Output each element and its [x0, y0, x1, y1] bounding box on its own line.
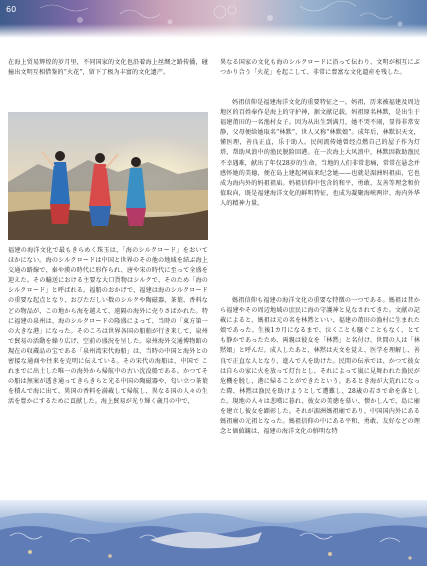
- right-body-text-ja: 媽祖信仰も福建の海洋文化の重要な特徴の一つである。媽祖は昔から福建やその周辺地域の庶民に海の守護神と見なされてきた。文献の記載によると、媽祖は元の名を林黙といい、福建の莆田の漁村に生まれた娘であった。生後1カ月になるまで、泣くことも騒ぐこともなく、とても静かであったため、両親は彼女を「林黙」と名付け、世間の人は「林黙娘」と呼んだ。成人したあと、林黙は天文を覚え、医学を理解し、善良で正直な人となり、進んで人を助けた。民間の伝承では、かつて彼女は自らの家に火を放って灯台とし、それによって嵐に見舞われた漁民が危機を脱し、港に帰ることができたという。あるとき海が大荒れになった際、林黙は漁民を助けようとして遭難し、28歳の若さで命を落とした。現地の人々は悲嘆に暮れ、彼女の美徳を慕い、懐かしんで、島に廟を建立し彼女を顕彰した。それが湄洲媽祖廟であり、中国国内外にある媽祖廟の元祖となった。媽祖信仰の中にある平和、勇敢、友好などの理念と価値観は、福建の海洋文化の鮮明な特: [220, 297, 420, 436]
- right-body-text-zh: 妈祖信仰是福建海洋文化的重要特征之一。妈祖，历来被福建及周边地区的百姓奉作是海上的守护神，据文献记载，妈祖原名林默，是出生于福建莆田的一名渔村女子。因为从出生到满月，她不哭不闹，显得非常安静，父母便给她取名“林默”，世人又称“林默娘”。成年后，林默识天文，懂医理，善良正直，乐于助人。民间流传她曾经点燃自己的屋子作为灯塔，帮助风浪中的渔民脱险回港。在一次海上大风浪中，林默因救助渔民不幸遇难，献出了年仅28岁的生命。当地的人们非常悲痛，常常在悬念并感怀她的美德，便在岛上建起祠庙来纪念她——也就是湄洲妈祖庙，它也成为海内外的妈祖祖庙。妈祖信仰中包含的和平、勇敢、友善等理念和价值取向，既是福建海洋文化的鲜明特征，也成为凝聚海峡两岸、海内外华人的精神力量。: [220, 99, 420, 207]
- right-intro-text-ja: 異なる国家の文化も海のシルクロードに沿って伝わり、文明が相互にぶつかり合う「火花」を起こして、非常に豊富な文化遺産を残した。: [220, 59, 420, 77]
- beach-dancers-image: [8, 112, 208, 240]
- left-body-text-ja: 福建の海洋文化で最もきらめく珠玉は、「海のシルクロード」をおいてほかにない。海のシルクロードは中国と世界のその他の地域を結ぶ海上交通の路線で、秦や漢の時代に形作られ、唐や宋の時代に至って全盛を迎えた。その輸送における主要な大口貨物はシルクで、そのため「海のシルクロード」と呼ばれる。福船のおかげで、福建は海のシルクロードの重要な起点となり、おびただしい数のシルクや陶磁器、茶葉、香料などの物品が、この地から海を越えて、遠隔の海外に売りさばかれた。特に福建の泉州は、海のシルクロードの隆盛によって、当時の「東方第一の大きな港」になった。そのころは世界各国の船舶が行き来して、泉州で貿易の活動を繰り広げ、空前の盛況を呈した。泉州海外交通博物館の現在の収蔵品の宝である「泉州湾宋代海船」は、当時の中国と海外との密接な通商や往来を克明に伝えている。その宋代の海船は、中国で これまでに出土した唯一の海外から帰航中の古い沈没船である。かつてその船は無案が透き通ってきらきらと光る中国の陶磁器や、匂い立つ茶葉を積んで海に出て、異国の香料を満載して帰航し、異なる国の人々の生活を豊かにするために貢献した。海上貿易が光り輝く歳月の中で、: [8, 247, 208, 406]
- footer-decorative-band: [0, 500, 427, 566]
- wave-illustration: [0, 500, 427, 566]
- left-intro-text-zh: 在海上贸易辉煌的岁月里，不同国家的文化也沿着海上丝绸之路传播，碰撞出文明互相借鉴的“火花”，留下了极为丰富的文化遗产。: [8, 59, 208, 77]
- header-decorative-band: [0, 0, 427, 38]
- page-number: 60: [6, 5, 17, 14]
- header-pattern: [0, 0, 427, 38]
- photo-women-dancing-seaside: [8, 112, 208, 240]
